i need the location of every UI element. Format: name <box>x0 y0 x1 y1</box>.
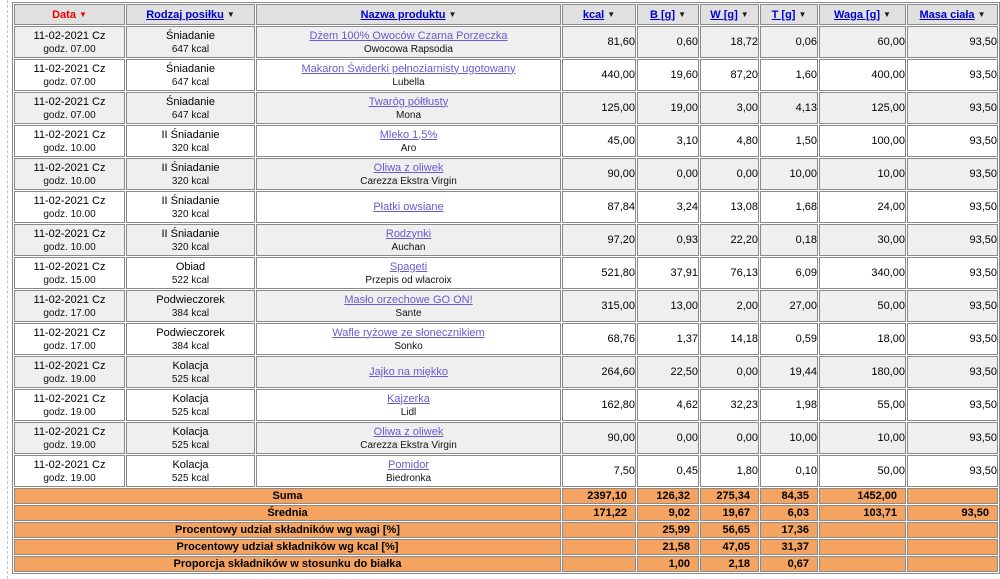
meal-cell <box>126 92 255 124</box>
date-text: 11-02-2021 Cz <box>33 62 106 75</box>
column-sort-link[interactable]: Data <box>52 8 76 21</box>
body-mass-value: 93,50 <box>907 422 998 454</box>
table-summary <box>14 488 998 572</box>
meal-name: II Śniadanie <box>161 227 220 240</box>
product-cell <box>256 323 561 355</box>
fat-value: 6,09 <box>760 257 818 289</box>
weight-value: 400,00 <box>819 59 906 91</box>
kcal-value: 87,84 <box>562 191 636 223</box>
body-mass-value: 93,50 <box>907 455 998 487</box>
time-text: godz. 07.00 <box>43 43 96 55</box>
summary-body-mass <box>907 522 998 538</box>
summary-protein: 21,58 <box>637 539 699 555</box>
fat-value: 0,06 <box>760 26 818 58</box>
date-text: 11-02-2021 Cz <box>33 128 106 141</box>
meal-cell <box>126 323 255 355</box>
body-mass-value: 93,50 <box>907 290 998 322</box>
weight-value: 60,00 <box>819 26 906 58</box>
summary-label: Suma <box>14 488 561 504</box>
protein-value: 22,50 <box>637 356 699 388</box>
carbs-value: 3,00 <box>700 92 759 124</box>
column-header-kcal[interactable] <box>562 4 636 25</box>
table-row <box>14 455 998 487</box>
summary-carbs: 2,18 <box>700 556 759 572</box>
summary-carbs: 275,34 <box>700 488 759 504</box>
column-sort-link[interactable]: W [g] <box>710 8 738 21</box>
body-mass-value: 93,50 <box>907 224 998 256</box>
product-cell <box>256 290 561 322</box>
time-text: godz. 17.00 <box>43 307 96 319</box>
protein-value: 19,00 <box>637 92 699 124</box>
column-sort-link[interactable]: Masa ciała <box>919 8 975 21</box>
time-text: godz. 10.00 <box>43 142 96 154</box>
meal-name: Kolacja <box>172 458 209 471</box>
weight-value: 55,00 <box>819 389 906 421</box>
body-mass-value: 93,50 <box>907 26 998 58</box>
summary-kcal: 171,22 <box>562 505 636 521</box>
meal-cell <box>126 59 255 91</box>
time-text: godz. 17.00 <box>43 340 96 352</box>
column-header-b[interactable] <box>637 4 699 25</box>
summary-fat: 0,67 <box>760 556 818 572</box>
meal-kcal: 320 kcal <box>171 142 210 154</box>
column-sort-link[interactable]: T [g] <box>771 8 796 21</box>
meal-cell <box>126 356 255 388</box>
carbs-value: 0,00 <box>700 158 759 190</box>
protein-value: 0,00 <box>637 422 699 454</box>
kcal-value: 7,50 <box>562 455 636 487</box>
protein-value: 37,91 <box>637 257 699 289</box>
fat-value: 1,50 <box>760 125 818 157</box>
protein-value: 19,60 <box>637 59 699 91</box>
product-brand: Sonko <box>394 340 423 352</box>
date-text: 11-02-2021 Cz <box>33 326 106 339</box>
product-brand: Owocowa Rapsodia <box>364 43 453 55</box>
protein-value: 0,45 <box>637 455 699 487</box>
column-header-data[interactable] <box>14 4 125 25</box>
date-cell <box>14 26 125 58</box>
weight-value: 50,00 <box>819 455 906 487</box>
summary-row <box>14 505 998 521</box>
kcal-value: 97,20 <box>562 224 636 256</box>
kcal-value: 68,76 <box>562 323 636 355</box>
meal-name: Podwieczorek <box>156 326 225 339</box>
summary-kcal <box>562 522 636 538</box>
kcal-value: 125,00 <box>562 92 636 124</box>
product-link[interactable]: Wafle ryżowe ze słonecznikiem <box>332 326 485 339</box>
fat-value: 4,13 <box>760 92 818 124</box>
summary-carbs: 56,65 <box>700 522 759 538</box>
date-cell <box>14 323 125 355</box>
date-cell <box>14 356 125 388</box>
product-link[interactable]: Spageti <box>389 260 428 273</box>
date-text: 11-02-2021 Cz <box>33 29 106 42</box>
date-cell <box>14 59 125 91</box>
body-mass-value: 93,50 <box>907 158 998 190</box>
summary-body-mass <box>907 539 998 555</box>
carbs-value: 22,20 <box>700 224 759 256</box>
meal-name: Kolacja <box>172 392 209 405</box>
fat-value: 10,00 <box>760 158 818 190</box>
summary-label: Procentowy udział składników wg kcal [%] <box>14 539 561 555</box>
sort-desc-icon: ▼ <box>883 9 891 19</box>
sort-desc-icon: ▼ <box>607 9 616 19</box>
table-row <box>14 125 998 157</box>
sort-desc-icon: ▼ <box>740 9 749 19</box>
product-link[interactable]: Oliwa z oliwek <box>373 425 444 438</box>
carbs-value: 1,80 <box>700 455 759 487</box>
body-mass-value: 93,50 <box>907 356 998 388</box>
summary-row <box>14 488 998 504</box>
table-row <box>14 26 998 58</box>
summary-carbs: 19,67 <box>700 505 759 521</box>
time-text: godz. 15.00 <box>43 274 96 286</box>
meal-name: Śniadanie <box>166 29 215 42</box>
product-cell <box>256 224 561 256</box>
date-cell <box>14 455 125 487</box>
meal-kcal: 384 kcal <box>171 340 210 352</box>
product-cell <box>256 455 561 487</box>
kcal-value: 90,00 <box>562 422 636 454</box>
date-text: 11-02-2021 Cz <box>33 293 106 306</box>
summary-carbs: 47,05 <box>700 539 759 555</box>
protein-value: 4,62 <box>637 389 699 421</box>
product-brand: Biedronka <box>385 472 432 484</box>
product-brand: Lidl <box>400 406 417 418</box>
fat-value: 0,59 <box>760 323 818 355</box>
page-left-dashed-border <box>7 0 8 579</box>
carbs-value: 13,08 <box>700 191 759 223</box>
date-cell <box>14 224 125 256</box>
summary-kcal: 2397,10 <box>562 488 636 504</box>
table-row <box>14 224 998 256</box>
weight-value: 10,00 <box>819 422 906 454</box>
weight-value: 18,00 <box>819 323 906 355</box>
meal-kcal: 320 kcal <box>171 208 210 220</box>
meal-cell <box>126 158 255 190</box>
meal-name: II Śniadanie <box>161 194 220 207</box>
kcal-value: 264,60 <box>562 356 636 388</box>
product-cell <box>256 191 561 223</box>
column-header-rodzaj[interactable] <box>126 4 255 25</box>
carbs-value: 2,00 <box>700 290 759 322</box>
summary-fat: 31,37 <box>760 539 818 555</box>
weight-value: 24,00 <box>819 191 906 223</box>
column-header-masa[interactable] <box>907 4 998 25</box>
summary-weight <box>819 556 906 572</box>
weight-value: 100,00 <box>819 125 906 157</box>
body-mass-value: 93,50 <box>907 257 998 289</box>
carbs-value: 18,72 <box>700 26 759 58</box>
carbs-value: 32,23 <box>700 389 759 421</box>
food-diary-table <box>12 2 1000 574</box>
protein-value: 0,00 <box>637 158 699 190</box>
summary-body-mass <box>907 556 998 572</box>
summary-protein: 9,02 <box>637 505 699 521</box>
product-cell <box>256 422 561 454</box>
weight-value: 180,00 <box>819 356 906 388</box>
product-cell <box>256 389 561 421</box>
meal-kcal: 525 kcal <box>171 406 210 418</box>
date-cell <box>14 158 125 190</box>
table-row <box>14 92 998 124</box>
body-mass-value: 93,50 <box>907 191 998 223</box>
protein-value: 3,10 <box>637 125 699 157</box>
summary-label: Średnia <box>14 505 561 521</box>
sort-desc-icon: ▼ <box>678 9 686 19</box>
kcal-value: 162,80 <box>562 389 636 421</box>
product-brand: Auchan <box>391 241 426 253</box>
column-sort-link[interactable]: Waga [g] <box>834 8 881 21</box>
product-brand: Carezza Ekstra Virgin <box>360 439 457 451</box>
product-link[interactable]: Mleko 1,5% <box>379 128 438 141</box>
sort-desc-icon: ▼ <box>448 9 457 19</box>
meal-kcal: 525 kcal <box>171 373 210 385</box>
summary-row <box>14 539 998 555</box>
fat-value: 10,00 <box>760 422 818 454</box>
product-brand: Przepis od wlacroix <box>365 274 452 286</box>
product-cell <box>256 26 561 58</box>
summary-weight <box>819 539 906 555</box>
weight-value: 125,00 <box>819 92 906 124</box>
product-link[interactable]: Oliwa z oliwek <box>373 161 444 174</box>
summary-label: Proporcja składników w stosunku do białka <box>14 556 561 572</box>
time-text: godz. 07.00 <box>43 109 96 121</box>
meal-kcal: 522 kcal <box>171 274 210 286</box>
protein-value: 0,60 <box>637 26 699 58</box>
sort-desc-icon: ▼ <box>78 9 87 19</box>
product-link[interactable]: Kajzerka <box>387 392 430 405</box>
header-row <box>14 4 998 25</box>
date-text: 11-02-2021 Cz <box>33 458 106 471</box>
date-cell <box>14 422 125 454</box>
meal-cell <box>126 191 255 223</box>
fat-value: 1,68 <box>760 191 818 223</box>
date-cell <box>14 389 125 421</box>
column-header-waga[interactable] <box>819 4 906 25</box>
meal-name: II Śniadanie <box>161 128 220 141</box>
time-text: godz. 10.00 <box>43 175 96 187</box>
summary-body-mass: 93,50 <box>907 505 998 521</box>
time-text: godz. 10.00 <box>43 241 96 253</box>
body-mass-value: 93,50 <box>907 323 998 355</box>
product-cell <box>256 59 561 91</box>
table-row <box>14 422 998 454</box>
table-row <box>14 257 998 289</box>
body-mass-value: 93,50 <box>907 59 998 91</box>
summary-protein: 126,32 <box>637 488 699 504</box>
meal-name: Podwieczorek <box>156 293 225 306</box>
weight-value: 50,00 <box>819 290 906 322</box>
fat-value: 1,98 <box>760 389 818 421</box>
column-header-t[interactable] <box>760 4 818 25</box>
meal-cell <box>126 422 255 454</box>
table-row <box>14 323 998 355</box>
table-row <box>14 59 998 91</box>
fat-value: 19,44 <box>760 356 818 388</box>
meal-name: Obiad <box>175 260 206 273</box>
meal-kcal: 525 kcal <box>171 439 210 451</box>
summary-body-mass <box>907 488 998 504</box>
meal-kcal: 647 kcal <box>171 109 210 121</box>
time-text: godz. 19.00 <box>43 406 96 418</box>
sort-desc-icon: ▼ <box>798 9 807 19</box>
table-header <box>14 4 998 25</box>
kcal-value: 45,00 <box>562 125 636 157</box>
meal-name: Kolacja <box>172 425 209 438</box>
product-brand: Sante <box>395 307 422 319</box>
table-row <box>14 290 998 322</box>
product-brand: Carezza Ekstra Virgin <box>360 175 457 187</box>
kcal-value: 440,00 <box>562 59 636 91</box>
carbs-value: 76,13 <box>700 257 759 289</box>
product-cell <box>256 92 561 124</box>
meal-cell <box>126 257 255 289</box>
carbs-value: 87,20 <box>700 59 759 91</box>
date-text: 11-02-2021 Cz <box>33 194 106 207</box>
product-brand: Mona <box>395 109 421 121</box>
fat-value: 0,10 <box>760 455 818 487</box>
meal-kcal: 647 kcal <box>171 43 210 55</box>
body-mass-value: 93,50 <box>907 389 998 421</box>
meal-cell <box>126 290 255 322</box>
summary-weight <box>819 522 906 538</box>
product-link[interactable]: Jajko na miękko <box>369 366 448 378</box>
time-text: godz. 19.00 <box>43 439 96 451</box>
sort-desc-icon: ▼ <box>977 9 986 19</box>
table-row <box>14 158 998 190</box>
carbs-value: 14,18 <box>700 323 759 355</box>
summary-fat: 6,03 <box>760 505 818 521</box>
carbs-value: 0,00 <box>700 356 759 388</box>
meal-name: Kolacja <box>172 359 209 372</box>
weight-value: 30,00 <box>819 224 906 256</box>
body-mass-value: 93,50 <box>907 125 998 157</box>
table-row <box>14 191 998 223</box>
date-cell <box>14 290 125 322</box>
table-row <box>14 356 998 388</box>
meal-cell <box>126 125 255 157</box>
kcal-value: 315,00 <box>562 290 636 322</box>
product-cell <box>256 125 561 157</box>
product-link[interactable]: Płatki owsiane <box>373 201 444 213</box>
meal-cell <box>126 389 255 421</box>
summary-protein: 25,99 <box>637 522 699 538</box>
column-sort-link[interactable]: Nazwa produktu <box>360 8 446 21</box>
product-cell <box>256 356 561 388</box>
time-text: godz. 10.00 <box>43 208 96 220</box>
summary-fat: 17,36 <box>760 522 818 538</box>
date-cell <box>14 257 125 289</box>
kcal-value: 90,00 <box>562 158 636 190</box>
column-sort-link[interactable]: Rodzaj posiłku <box>146 8 224 21</box>
fat-value: 0,18 <box>760 224 818 256</box>
time-text: godz. 07.00 <box>43 76 96 88</box>
date-text: 11-02-2021 Cz <box>33 392 106 405</box>
summary-kcal <box>562 539 636 555</box>
column-header-nazwa[interactable] <box>256 4 561 25</box>
protein-value: 0,93 <box>637 224 699 256</box>
protein-value: 3,24 <box>637 191 699 223</box>
summary-kcal <box>562 556 636 572</box>
date-text: 11-02-2021 Cz <box>33 227 106 240</box>
sort-desc-icon: ▼ <box>226 9 235 19</box>
table-row <box>14 389 998 421</box>
summary-row <box>14 556 998 572</box>
meal-name: II Śniadanie <box>161 161 220 174</box>
product-brand: Lubella <box>392 76 425 88</box>
meal-cell <box>126 224 255 256</box>
protein-value: 13,00 <box>637 290 699 322</box>
meal-kcal: 384 kcal <box>171 307 210 319</box>
summary-weight: 1452,00 <box>819 488 906 504</box>
meal-kcal: 320 kcal <box>171 241 210 253</box>
kcal-value: 81,60 <box>562 26 636 58</box>
date-cell <box>14 92 125 124</box>
fat-value: 27,00 <box>760 290 818 322</box>
summary-label: Procentowy udział składników wg wagi [%] <box>14 522 561 538</box>
summary-protein: 1,00 <box>637 556 699 572</box>
carbs-value: 4,80 <box>700 125 759 157</box>
carbs-value: 0,00 <box>700 422 759 454</box>
weight-value: 10,00 <box>819 158 906 190</box>
body-mass-value: 93,50 <box>907 92 998 124</box>
meal-kcal: 647 kcal <box>171 76 210 88</box>
product-link[interactable]: Masło orzechowe GO ON! <box>344 293 473 306</box>
product-link[interactable]: Makaron Świderki pełnoziarnisty ugotowany <box>301 62 516 75</box>
column-sort-link[interactable]: kcal <box>582 8 605 21</box>
fat-value: 1,60 <box>760 59 818 91</box>
protein-value: 1,37 <box>637 323 699 355</box>
meal-cell <box>126 455 255 487</box>
product-brand: Aro <box>400 142 417 154</box>
meal-name: Śniadanie <box>166 62 215 75</box>
table-body <box>14 26 998 487</box>
product-link[interactable]: Pomidor <box>388 458 429 471</box>
time-text: godz. 19.00 <box>43 472 96 484</box>
product-cell <box>256 257 561 289</box>
meal-cell <box>126 26 255 58</box>
date-text: 11-02-2021 Cz <box>33 425 106 438</box>
summary-row <box>14 522 998 538</box>
product-cell <box>256 158 561 190</box>
meal-kcal: 320 kcal <box>171 175 210 187</box>
meal-name: Śniadanie <box>166 95 215 108</box>
column-sort-link[interactable]: B [g] <box>650 8 676 21</box>
date-text: 11-02-2021 Cz <box>33 161 106 174</box>
date-text: 11-02-2021 Cz <box>33 95 106 108</box>
column-header-w[interactable] <box>700 4 759 25</box>
date-cell <box>14 191 125 223</box>
summary-weight: 103,71 <box>819 505 906 521</box>
date-cell <box>14 125 125 157</box>
product-link[interactable]: Rodzynki <box>385 227 432 240</box>
summary-fat: 84,35 <box>760 488 818 504</box>
date-text: 11-02-2021 Cz <box>33 359 106 372</box>
kcal-value: 521,80 <box>562 257 636 289</box>
meal-kcal: 525 kcal <box>171 472 210 484</box>
date-text: 11-02-2021 Cz <box>33 260 106 273</box>
product-link[interactable]: Twaróg półtłusty <box>368 95 449 108</box>
weight-value: 340,00 <box>819 257 906 289</box>
time-text: godz. 19.00 <box>43 373 96 385</box>
product-link[interactable]: Dżem 100% Owoców Czarna Porzeczka <box>309 29 508 42</box>
